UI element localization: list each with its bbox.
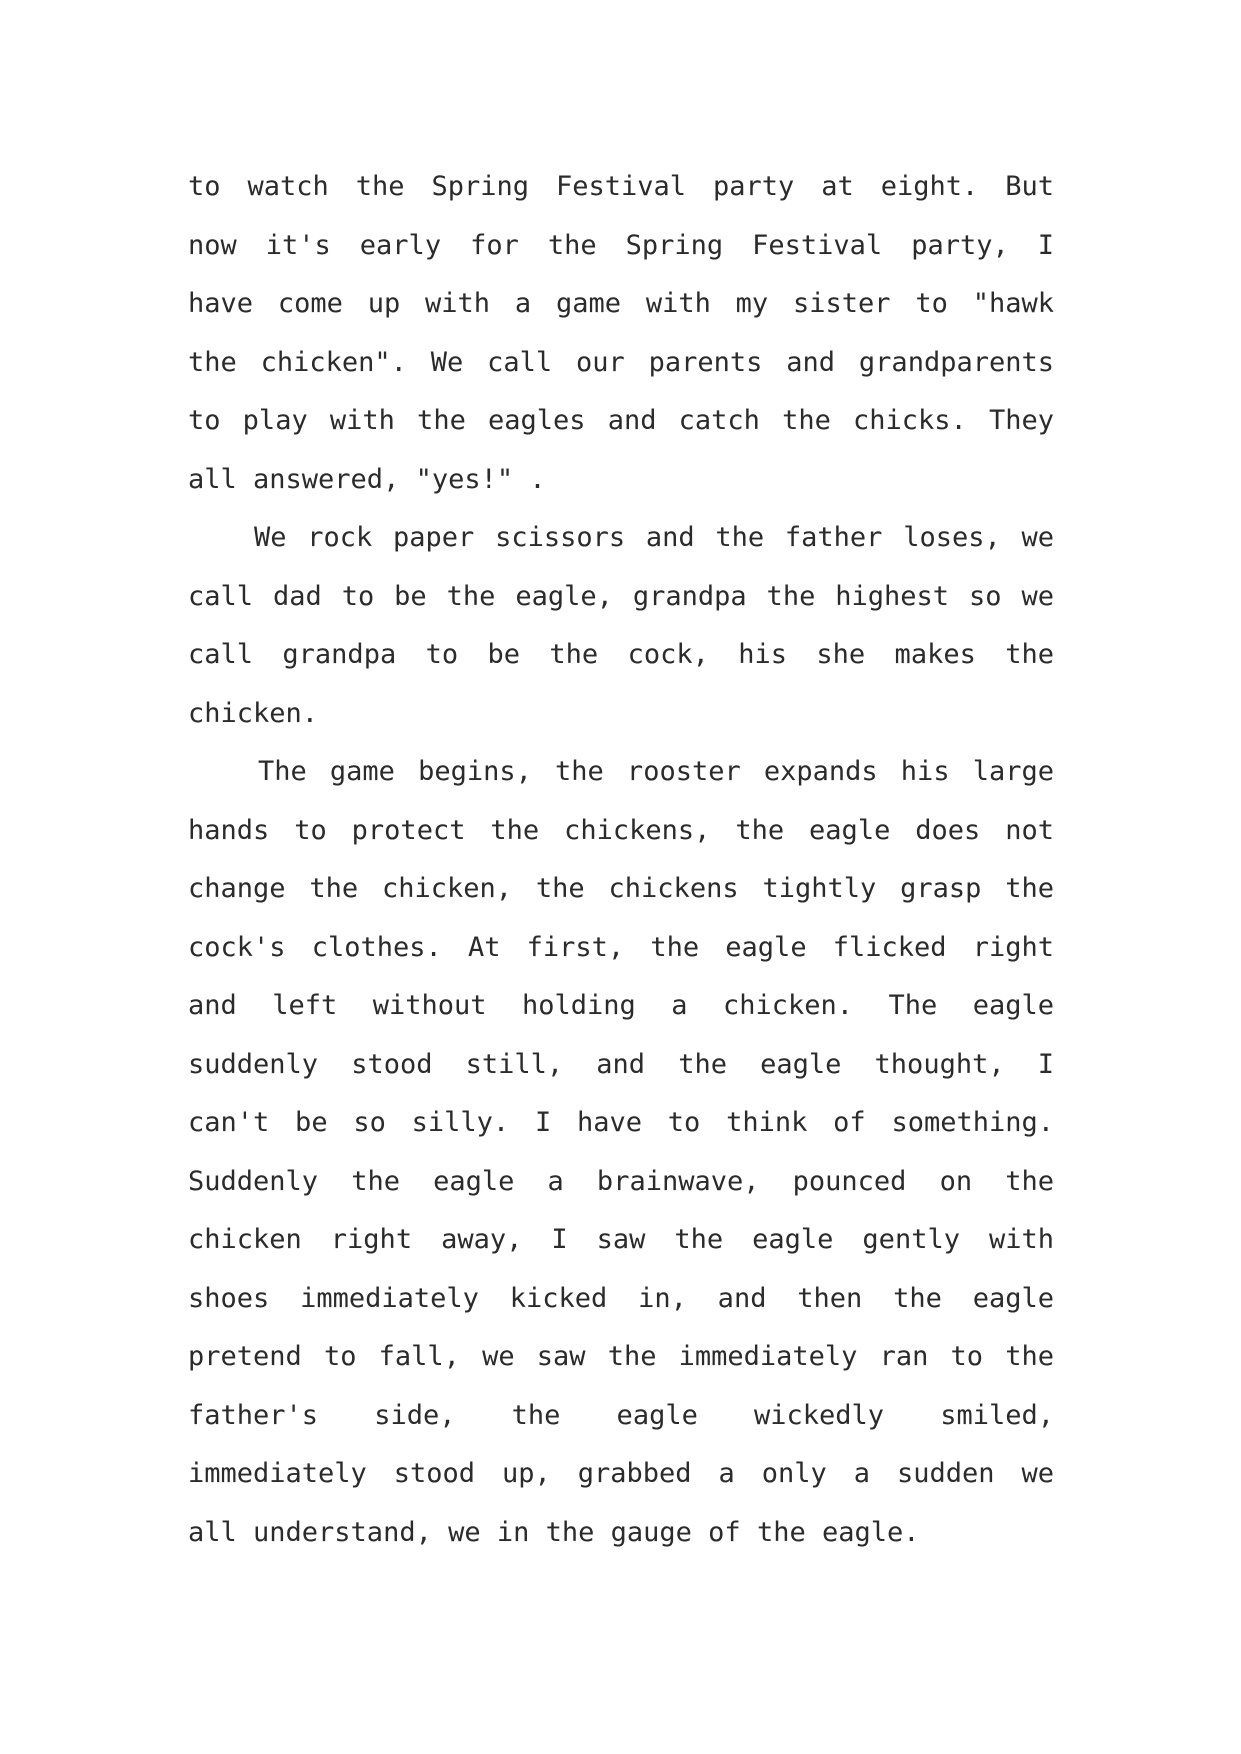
text-line: cock's clothes. At first, the eagle flicked right bbox=[188, 931, 1054, 963]
text-line: have come up with a game with my sister to "hawk bbox=[188, 288, 1054, 319]
text-line: We rock paper scissors and the father loses, we bbox=[254, 522, 1054, 553]
text-line: Suddenly the eagle a brainwave, pounced on the bbox=[188, 1165, 1054, 1197]
paragraph-3 bbox=[188, 743, 1054, 1562]
text-line: to play with the eagles and catch the chicks. They bbox=[188, 405, 1054, 436]
text-line: pretend to fall, we saw the immediately ran to the bbox=[188, 1341, 1054, 1372]
text-line: all answered, "yes!" . bbox=[188, 463, 546, 495]
text-line: immediately stood up, grabbed a only a sudden we bbox=[188, 1458, 1054, 1489]
text-line: to watch the Spring Festival party at eight. But bbox=[188, 171, 1054, 202]
text-line: chicken. bbox=[188, 697, 319, 729]
paragraph-2 bbox=[188, 509, 1054, 743]
text-line: change the chicken, the chickens tightly grasp the bbox=[188, 873, 1054, 904]
text-line: shoes immediately kicked in, and then the eagle bbox=[188, 1282, 1054, 1314]
text-line: The game begins, the rooster expands his large bbox=[258, 756, 1054, 787]
text-line: suddenly stood still, and the eagle thought, I bbox=[188, 1048, 1054, 1080]
text-line: the chicken". We call our parents and grandparents bbox=[188, 346, 1054, 378]
paragraph-1 bbox=[188, 158, 1054, 509]
text-line: father's side, the eagle wickedly smiled, bbox=[188, 1399, 1054, 1431]
text-line: call dad to be the eagle, grandpa the highest so we bbox=[188, 580, 1054, 612]
text-line: now it's early for the Spring Festival party, I bbox=[188, 229, 1054, 261]
text-line: and left without holding a chicken. The eagle bbox=[188, 990, 1054, 1021]
text-line: all understand, we in the gauge of the eagle. bbox=[188, 1516, 920, 1548]
text-line: call grandpa to be the cock, his she makes the bbox=[188, 639, 1054, 670]
text-line: can't be so silly. I have to think of something. bbox=[188, 1107, 1054, 1138]
text-line: chicken right away, I saw the eagle gently with bbox=[188, 1224, 1054, 1255]
text-line: hands to protect the chickens, the eagle does not bbox=[188, 814, 1054, 846]
body-text bbox=[188, 158, 1054, 1562]
